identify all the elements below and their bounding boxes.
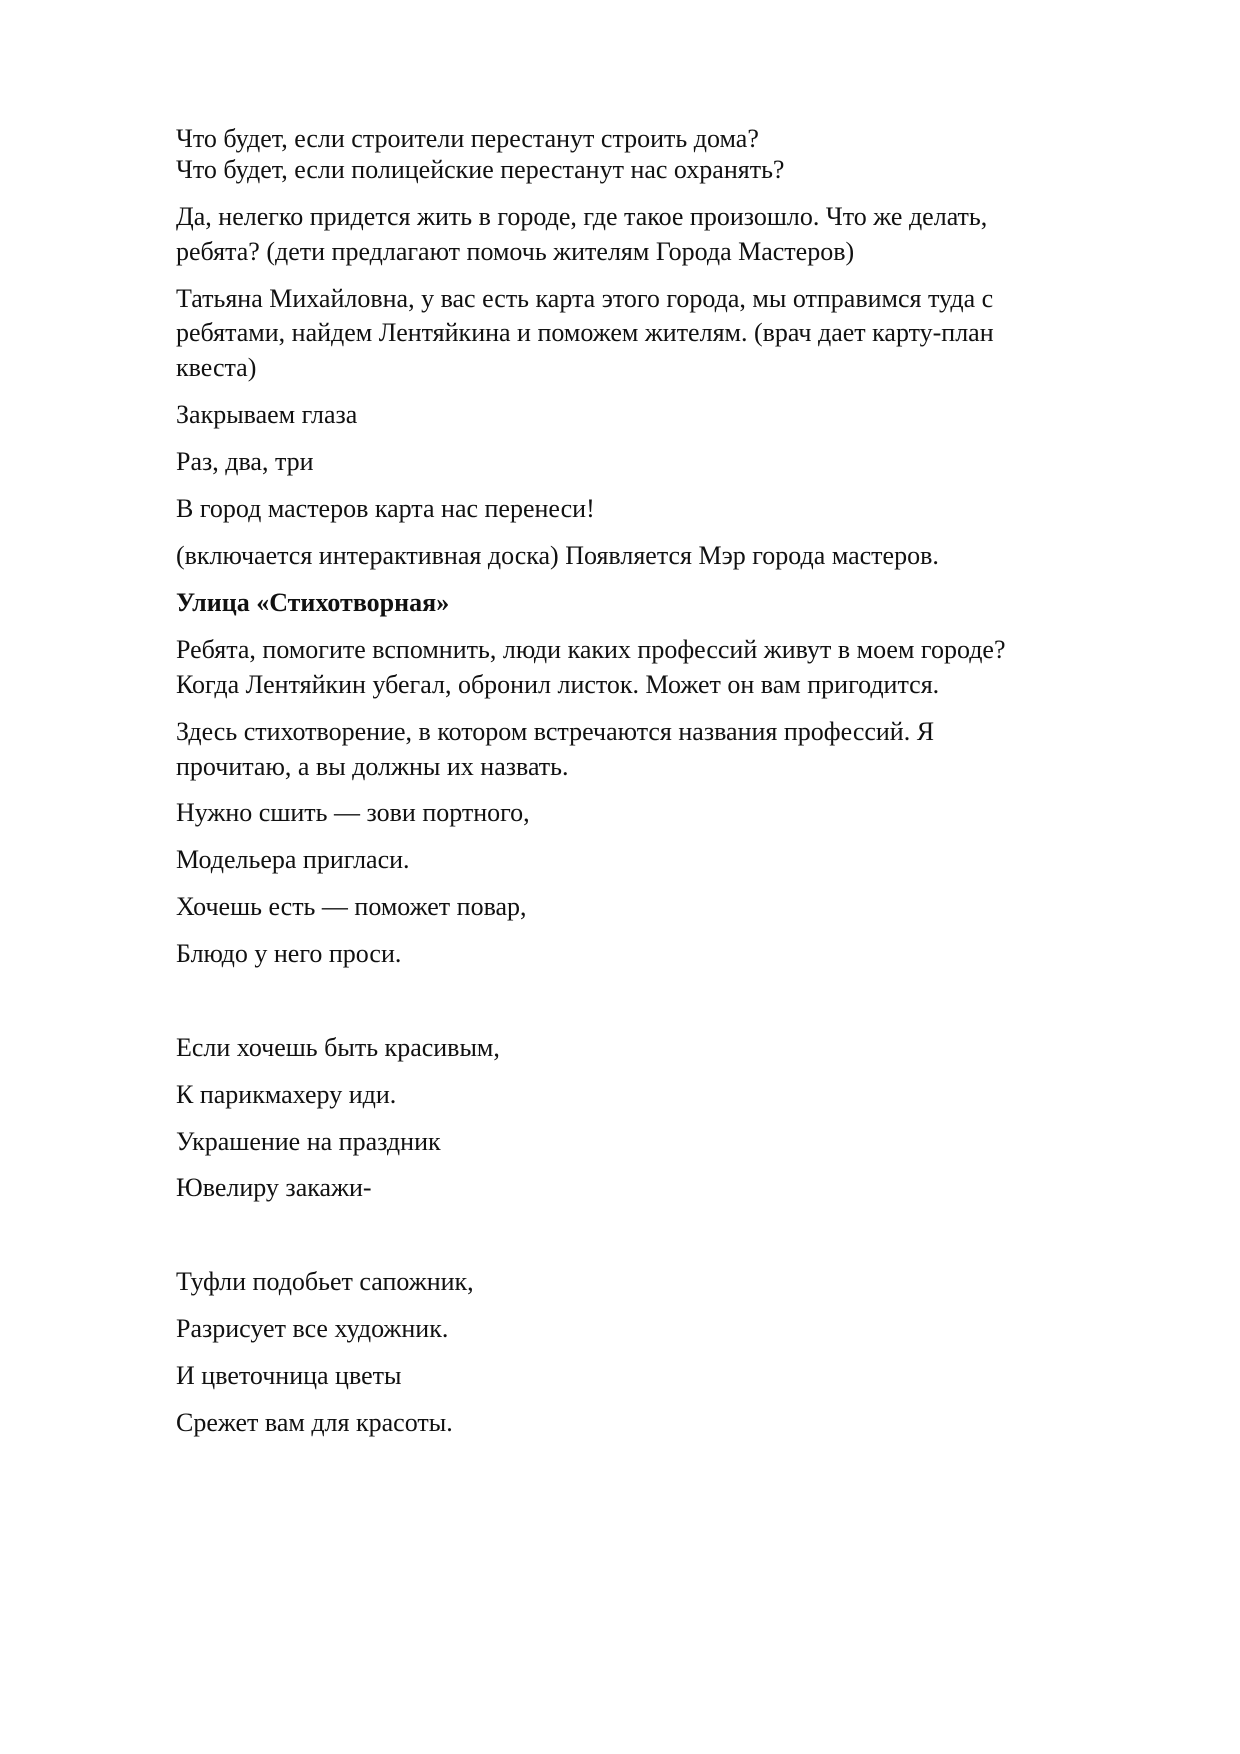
- poem-line: Туфли подобьет сапожник,: [176, 1267, 474, 1296]
- text-line: прочитаю, а вы должны их назвать.: [176, 752, 569, 781]
- poem-line: И цветочница цветы: [176, 1361, 402, 1390]
- text-line: ребята? (дети предлагают помочь жителям Города Мастеров): [176, 237, 855, 266]
- text-line: Закрываем глаза: [176, 400, 358, 429]
- text-line: Что будет, если полицейские перестанут нас охранять?: [176, 155, 785, 184]
- text-line: ребятами, найдем Лентяйкина и поможем жителям. (врач дает карту-план: [176, 318, 994, 347]
- text-line: Что будет, если строители перестанут строить дома?: [176, 124, 759, 153]
- poem-line: К парикмахеру иди.: [176, 1080, 397, 1109]
- poem-line: Разрисует все художник.: [176, 1314, 449, 1343]
- text-line: Когда Лентяйкин убегал, обронил листок. Может он вам пригодится.: [176, 670, 940, 699]
- poem-line: Модельера пригласи.: [176, 845, 410, 874]
- poem-line: Нужно сшить — зови портного,: [176, 798, 530, 827]
- text-line: квеста): [176, 353, 257, 382]
- poem-line: Хочешь есть — поможет повар,: [176, 892, 527, 921]
- poem-line: Если хочешь быть красивым,: [176, 1033, 500, 1062]
- poem-line: Ювелиру закажи-: [176, 1173, 372, 1202]
- text-line: Раз, два, три: [176, 447, 314, 476]
- poem-line: Срежет вам для красоты.: [176, 1408, 453, 1437]
- text-line: Татьяна Михайловна, у вас есть карта этого города, мы отправимся туда с: [176, 284, 994, 313]
- text-line: В город мастеров карта нас перенеси!: [176, 494, 595, 523]
- text-line: (включается интерактивная доска) Появляется Мэр города мастеров.: [176, 541, 939, 570]
- text-line: Ребята, помогите вспомнить, люди каких профессий живут в моем городе?: [176, 635, 1006, 664]
- text-line: Да, нелегко придется жить в городе, где такое произошло. Что же делать,: [176, 202, 988, 231]
- poem-line: Украшение на праздник: [176, 1127, 441, 1156]
- section-heading: Улица «Стихотворная»: [176, 588, 450, 617]
- text-line: Здесь стихотворение, в котором встречаются названия профессий. Я: [176, 717, 935, 746]
- poem-line: Блюдо у него проси.: [176, 939, 402, 968]
